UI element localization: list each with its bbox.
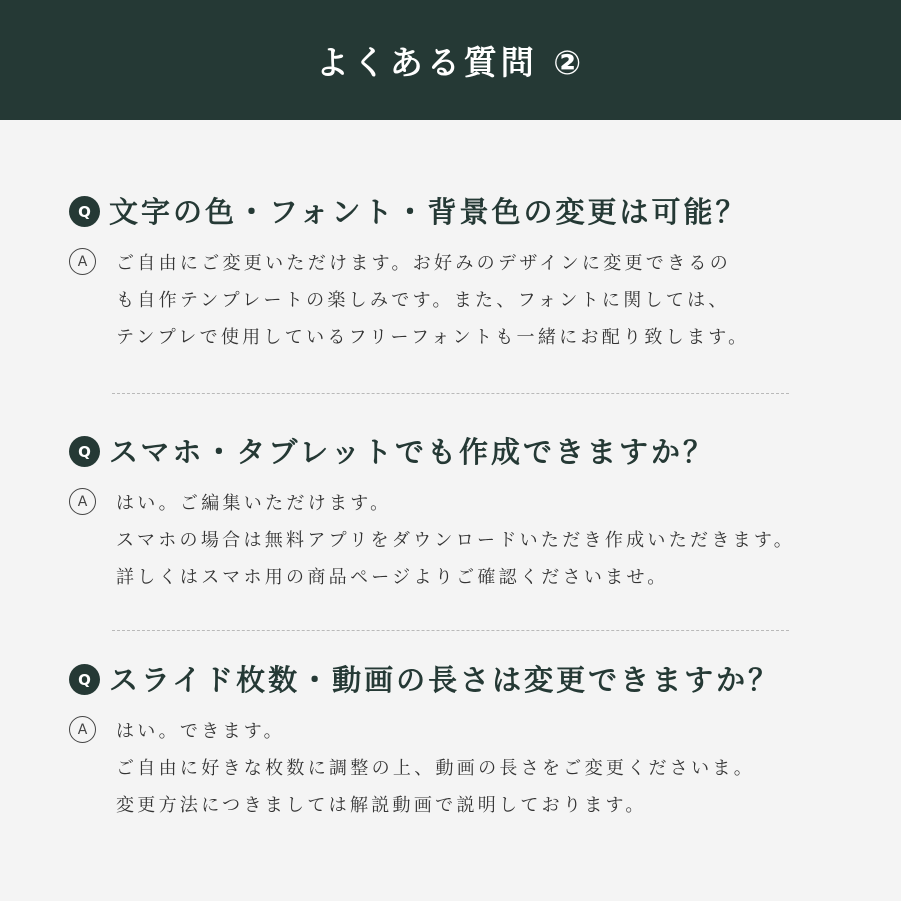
faq-item (69, 433, 869, 588)
question-icon: Q (69, 436, 100, 467)
question-text: スマホ・タブレットでも作成できますか？ (109, 435, 715, 469)
answer-line: はい。ご編集いただけます。 (116, 493, 392, 514)
answer-line: 詳しくはスマホ用の商品ページよりご確認くださいませ。 (116, 567, 669, 588)
faq-item (69, 661, 869, 816)
page-title: よくある質問 ② (315, 42, 586, 82)
faq-item (69, 193, 869, 348)
page-header (0, 0, 901, 120)
answer-icon: A (69, 248, 96, 275)
answer-line: ご自由に好きな枚数に調整の上、動画の長さをご変更くださいま。 (116, 758, 755, 779)
question-row (69, 433, 869, 473)
answer-icon: A (69, 488, 96, 515)
answer-line: ご自由にご変更いただけます。お好みのデザインに変更できるの (116, 253, 731, 274)
divider (112, 630, 789, 631)
question-row (69, 193, 869, 233)
answer-line: はい。できます。 (116, 721, 285, 742)
question-icon: Q (69, 196, 100, 227)
question-text: 文字の色・フォント・背景色の変更は可能？ (109, 195, 748, 229)
answer-icon: A (69, 716, 96, 743)
answer-line: 変更方法につきましては解説動画で説明しております。 (116, 795, 647, 816)
answer-line: テンプレで使用しているフリーフォントも一緒にお配り致します。 (116, 327, 750, 348)
question-icon: Q (69, 664, 100, 695)
answer-line: スマホの場合は無料アプリをダウンロードいただき作成いただきます。 (116, 530, 796, 551)
answer-text (116, 245, 749, 356)
divider (112, 393, 789, 394)
answer-text (116, 485, 795, 596)
answer-text (116, 713, 755, 824)
question-text: スライド枚数・動画の長さは変更できますか？ (109, 663, 781, 697)
answer-line: も自作テンプレートの楽しみです。また、フォントに関しては、 (116, 290, 730, 311)
question-row (69, 661, 869, 701)
